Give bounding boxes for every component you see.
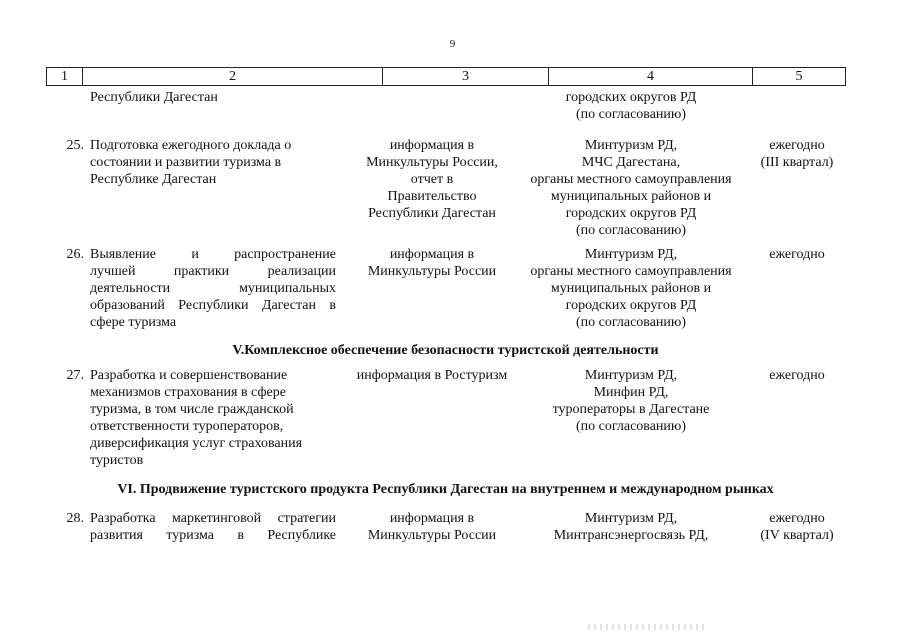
report-form-text bbox=[348, 246, 516, 280]
continuation-executors bbox=[512, 89, 750, 123]
activity-text bbox=[90, 367, 336, 469]
text-line: развития туризма в Республике bbox=[90, 528, 336, 543]
text-line: информация в Ростуризм bbox=[356, 368, 508, 383]
text-line: Минтуризм РД, bbox=[584, 138, 678, 153]
column-number-2: 2 bbox=[83, 68, 383, 86]
column-number-5: 5 bbox=[753, 68, 846, 86]
text-line: МЧС Дагестана, bbox=[581, 155, 681, 170]
activity-text bbox=[90, 137, 336, 188]
text-line: состоянии и развитии туризма в bbox=[90, 155, 282, 170]
text-line: Выявление и распространение bbox=[90, 247, 336, 262]
text-line: ежегодно bbox=[769, 138, 825, 153]
text-line: туроператоры в Дагестане bbox=[552, 402, 710, 417]
row-number: 28. bbox=[66, 511, 84, 526]
section-heading: V.Комплексное обеспечение безопасности туристской деятельности bbox=[232, 343, 659, 358]
text-line: Минтуризм РД, bbox=[584, 247, 678, 262]
text-line: Республики Дагестан bbox=[368, 206, 496, 221]
column-number-4: 4 bbox=[549, 68, 753, 86]
text-line: отчет в bbox=[410, 172, 454, 187]
section-heading: VI. Продвижение туристского продукта Республики Дагестан на внутреннем и международном рынках bbox=[117, 482, 774, 497]
text-line: (по согласованию) bbox=[575, 107, 687, 122]
text-line: диверсификация услуг страхования bbox=[90, 436, 303, 451]
text-line: органы местного самоуправления bbox=[530, 264, 732, 279]
text-line: ежегодно bbox=[769, 511, 825, 526]
report-form-text bbox=[348, 137, 516, 222]
column-number-3: 3 bbox=[383, 68, 549, 86]
continuation-activity bbox=[90, 89, 336, 106]
text-line: Минкультуры России, bbox=[366, 155, 498, 170]
text-line: ежегодно bbox=[769, 247, 825, 262]
activity-text bbox=[90, 510, 336, 544]
deadline-text bbox=[752, 510, 842, 544]
text-line: информация в bbox=[389, 138, 475, 153]
text-line: Республике Дагестан bbox=[90, 172, 217, 187]
text-line: (IV квартал) bbox=[760, 528, 834, 543]
column-number-1: 1 bbox=[47, 68, 83, 86]
executors-text bbox=[512, 246, 750, 331]
text-line: сфере туризма bbox=[90, 315, 177, 330]
text-line: Разработка маркетинговой стратегии bbox=[90, 511, 336, 526]
text-line: информация в bbox=[389, 247, 475, 262]
row-number: 27. bbox=[66, 368, 84, 383]
text-line: муниципальных районов и bbox=[550, 189, 712, 204]
text-line: информация в bbox=[389, 511, 475, 526]
text-line: туризма, в том числе гражданской bbox=[90, 402, 294, 417]
text-line: Минкультуры России bbox=[367, 528, 497, 543]
text-line: туристов bbox=[90, 453, 144, 468]
text-line: Минтрансэнергосвязь РД, bbox=[553, 528, 709, 543]
text-line: ежегодно bbox=[769, 368, 825, 383]
text-line: Минтуризм РД, bbox=[584, 368, 678, 383]
activity-text bbox=[90, 246, 336, 331]
column-number-header bbox=[46, 67, 846, 86]
report-form-text bbox=[348, 510, 516, 544]
text-line: муниципальных районов и bbox=[550, 281, 712, 296]
text-line: (по согласованию) bbox=[575, 315, 687, 330]
deadline-text bbox=[752, 367, 842, 384]
text-line: образований Республики Дагестан в bbox=[90, 298, 336, 313]
scan-artifact bbox=[588, 624, 708, 630]
text-line: (по согласованию) bbox=[575, 419, 687, 434]
executors-text bbox=[512, 510, 750, 544]
text-line: Подготовка ежегодного доклада о bbox=[90, 138, 292, 153]
text-line: механизмов страхования в сфере bbox=[90, 385, 286, 400]
row-number: 26. bbox=[66, 247, 84, 262]
text-line: Минтуризм РД, bbox=[584, 511, 678, 526]
text-line: деятельности муниципальных bbox=[90, 281, 336, 296]
text-line: городских округов РД bbox=[565, 206, 697, 221]
row-number: 25. bbox=[66, 138, 84, 153]
deadline-text bbox=[752, 137, 842, 171]
executors-text bbox=[512, 367, 750, 435]
report-form-text bbox=[348, 367, 516, 384]
text-line: лучшей практики реализации bbox=[90, 264, 336, 279]
deadline-text bbox=[752, 246, 842, 263]
text-line: Разработка и совершенствование bbox=[90, 368, 288, 383]
executors-text bbox=[512, 137, 750, 239]
text-line: (по согласованию) bbox=[575, 223, 687, 238]
text-line: Республики Дагестан bbox=[90, 90, 218, 105]
text-line: Минфин РД, bbox=[593, 385, 669, 400]
text-line: органы местного самоуправления bbox=[530, 172, 732, 187]
text-line: Правительство bbox=[387, 189, 477, 204]
page-number: 9 bbox=[449, 38, 456, 50]
text-line: городских округов РД bbox=[565, 298, 697, 313]
text-line: ответственности туроператоров, bbox=[90, 419, 284, 434]
text-line: городских округов РД bbox=[565, 90, 697, 105]
text-line: (III квартал) bbox=[760, 155, 834, 170]
text-line: Минкультуры России bbox=[367, 264, 497, 279]
